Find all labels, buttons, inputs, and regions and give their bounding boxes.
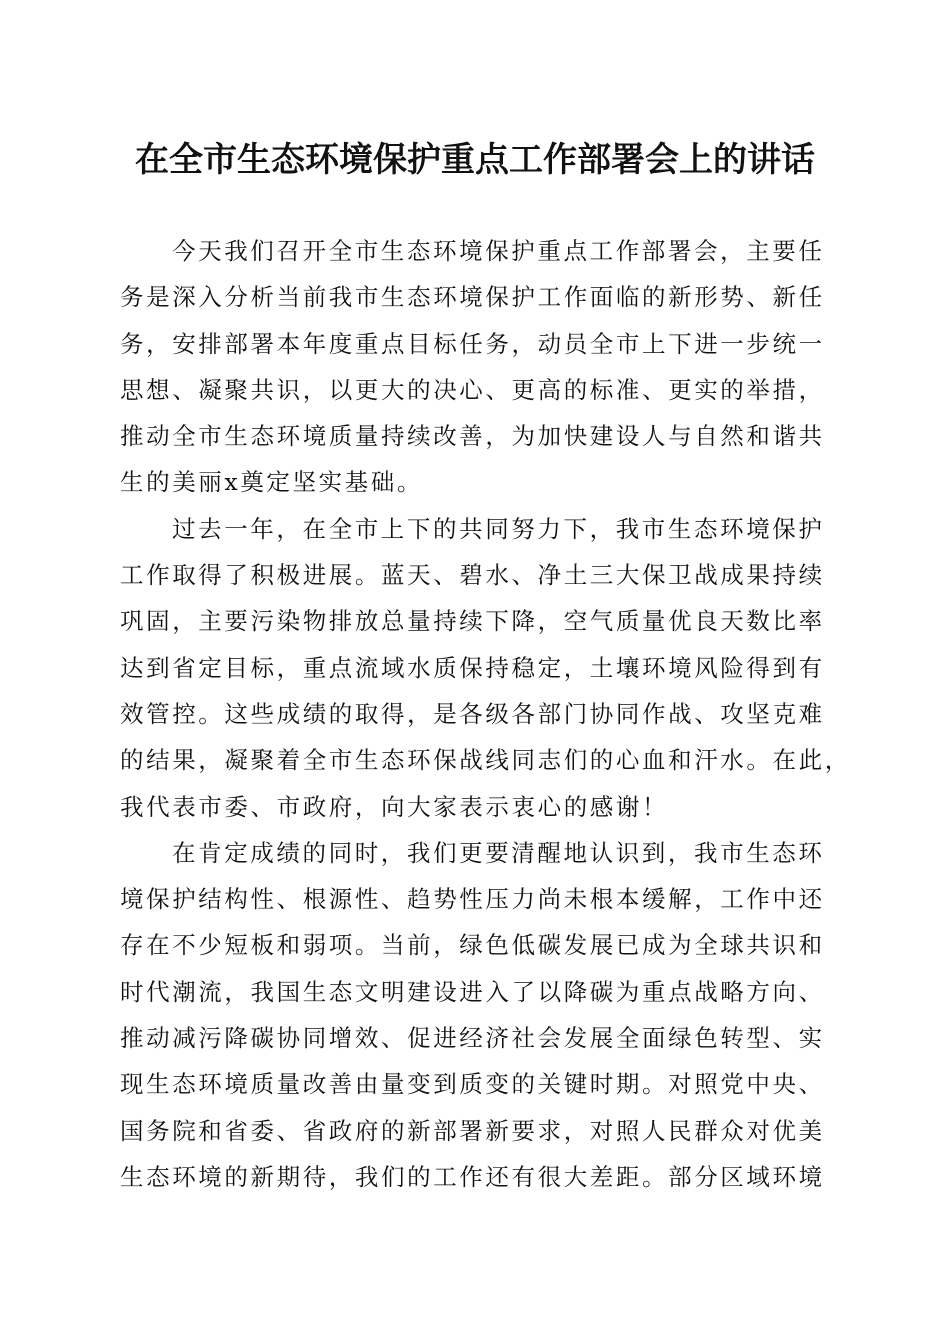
document-title: 在全市生态环境保护重点工作部署会上的讲话 xyxy=(135,140,815,180)
paragraph-1 xyxy=(120,228,825,506)
paragraph-line: 务，安排部署本年度重点目标任务，动员全市上下进一步统一 xyxy=(120,329,825,358)
paragraph-3 xyxy=(120,830,825,1200)
paragraph-line: 生态环境的新期待，我们的工作还有很大差距。部分区域环境 xyxy=(120,1162,825,1191)
paragraph-line: 的结果，凝聚着全市生态环保战线同志们的心血和汗水。在此， xyxy=(120,746,851,775)
paragraph-line: 工作取得了积极进展。蓝天、碧水、净土三大保卫战成果持续 xyxy=(120,561,825,590)
paragraph-line: 思想、凝聚共识，以更大的决心、更高的标准、更实的举措， xyxy=(120,375,825,404)
paragraph-line: 务是深入分析当前我市生态环境保护工作面临的新形势、新任 xyxy=(120,283,825,312)
paragraph-line: 生的美丽x奠定坚实基础。 xyxy=(120,468,423,497)
paragraph-line: 存在不少短板和弱项。当前，绿色低碳发展已成为全球共识和 xyxy=(120,931,825,960)
paragraph-line: 我代表市委、市政府，向大家表示衷心的感谢！ xyxy=(120,792,669,821)
paragraph-line: 国务院和省委、省政府的新部署新要求，对照人民群众对优美 xyxy=(120,1116,825,1145)
paragraph-line: 现生态环境质量改善由量变到质变的关键时期。对照党中央、 xyxy=(120,1070,825,1099)
paragraph-line: 境保护结构性、根源性、趋势性压力尚未根本缓解，工作中还 xyxy=(120,885,825,914)
paragraph-line: 在肯定成绩的同时，我们更要清醒地认识到，我市生态环 xyxy=(172,838,825,867)
paragraph-line: 今天我们召开全市生态环境保护重点工作部署会，主要任 xyxy=(172,237,825,265)
document-body xyxy=(120,228,851,1200)
paragraph-line: 推动减污降碳协同增效、促进经济社会发展全面绿色转型、实 xyxy=(120,1024,825,1053)
paragraph-line: 达到省定目标，重点流域水质保持稳定，土壤环境风险得到有 xyxy=(120,653,825,682)
paragraph-line: 时代潮流，我国生态文明建设进入了以降碳为重点战略方向、 xyxy=(120,977,825,1006)
paragraph-line: 效管控。这些成绩的取得，是各级各部门协同作战、攻坚克难 xyxy=(120,699,825,728)
paragraph-2 xyxy=(120,506,851,830)
paragraph-line: 过去一年，在全市上下的共同努力下，我市生态环境保护 xyxy=(172,514,825,543)
paragraph-line: 推动全市生态环境质量持续改善，为加快建设人与自然和谐共 xyxy=(120,422,825,451)
paragraph-line: 巩固，主要污染物排放总量持续下降，空气质量优良天数比率 xyxy=(120,607,825,636)
